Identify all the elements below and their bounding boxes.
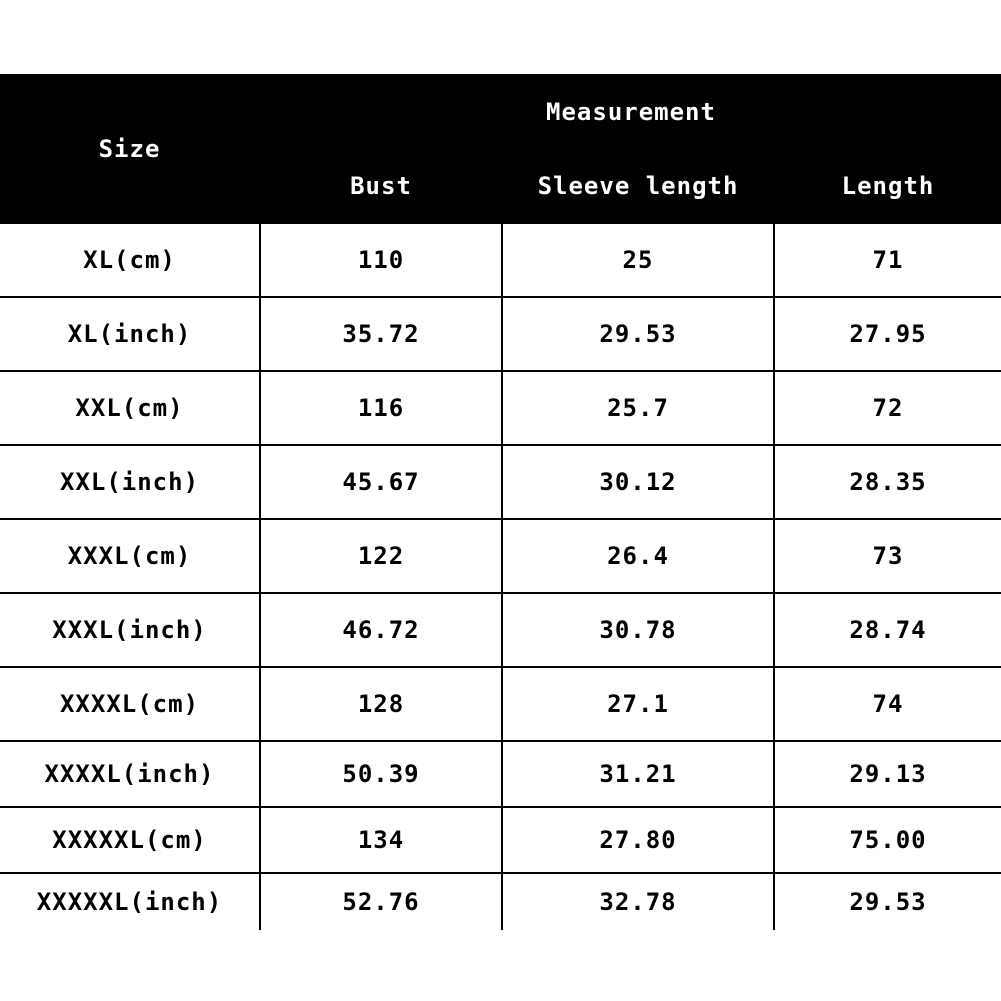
size-cell: XL(cm) [0,223,260,297]
table-row [0,297,1001,371]
bust-cell: 45.67 [260,445,502,519]
sleeve-length-cell: 25 [502,223,774,297]
length-cell: 28.35 [774,445,1001,519]
measurement-group-header: Measurement [260,75,1001,149]
length-cell: 73 [774,519,1001,593]
length-cell: 74 [774,667,1001,741]
sleeve-length-cell: 32.78 [502,873,774,930]
bust-cell: 35.72 [260,297,502,371]
table-row [0,593,1001,667]
table-row [0,223,1001,297]
sleeve-length-cell: 27.1 [502,667,774,741]
length-column-header: Length [774,149,1001,223]
size-cell: XL(inch) [0,297,260,371]
table-row [0,371,1001,445]
sleeve-length-cell: 26.4 [502,519,774,593]
bust-cell: 52.76 [260,873,502,930]
length-cell: 71 [774,223,1001,297]
size-cell: XXXXXL(cm) [0,807,260,873]
table-row [0,667,1001,741]
bust-cell: 116 [260,371,502,445]
length-cell: 72 [774,371,1001,445]
sleeve-length-cell: 31.21 [502,741,774,807]
sleeve-length-cell: 25.7 [502,371,774,445]
length-cell: 29.13 [774,741,1001,807]
table-row [0,873,1001,930]
size-column-header: Size [0,75,260,223]
size-cell: XXXXXL(inch) [0,873,260,930]
table-row [0,519,1001,593]
table-row [0,807,1001,873]
bust-cell: 50.39 [260,741,502,807]
bust-cell: 110 [260,223,502,297]
bust-cell: 134 [260,807,502,873]
length-cell: 28.74 [774,593,1001,667]
sleeve-length-cell: 30.78 [502,593,774,667]
table-row [0,445,1001,519]
table-row [0,741,1001,807]
bust-cell: 128 [260,667,502,741]
length-cell: 75.00 [774,807,1001,873]
sleeve-length-cell: 30.12 [502,445,774,519]
size-cell: XXXXL(inch) [0,741,260,807]
length-cell: 27.95 [774,297,1001,371]
bust-cell: 122 [260,519,502,593]
size-cell: XXXL(cm) [0,519,260,593]
sleeve-length-cell: 29.53 [502,297,774,371]
bust-cell: 46.72 [260,593,502,667]
size-cell: XXXL(inch) [0,593,260,667]
size-cell: XXXXL(cm) [0,667,260,741]
size-chart-table [0,74,1001,930]
bust-column-header: Bust [260,149,502,223]
size-cell: XXL(inch) [0,445,260,519]
sleeve-length-column-header: Sleeve length [502,149,774,223]
length-cell: 29.53 [774,873,1001,930]
sleeve-length-cell: 27.80 [502,807,774,873]
size-cell: XXL(cm) [0,371,260,445]
